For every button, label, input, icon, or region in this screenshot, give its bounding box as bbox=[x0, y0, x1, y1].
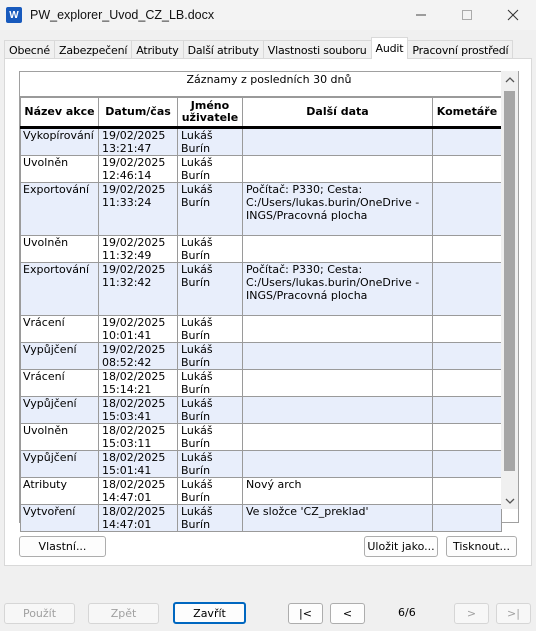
vertical-scrollbar[interactable] bbox=[501, 71, 518, 509]
cell-action: Uvolněn bbox=[21, 156, 99, 183]
cell-datetime: 19/02/2025 11:32:49 bbox=[99, 236, 178, 263]
first-page-button[interactable]: |< bbox=[288, 603, 323, 624]
cell-data bbox=[243, 451, 433, 478]
maximize-button[interactable] bbox=[444, 0, 490, 30]
table-row[interactable] bbox=[21, 478, 502, 505]
cell-comment bbox=[433, 343, 502, 370]
cell-data bbox=[243, 236, 433, 263]
chevron-down-icon bbox=[505, 498, 515, 504]
cell-action: Vykopírování bbox=[21, 128, 99, 156]
table-row[interactable] bbox=[21, 397, 502, 424]
table-row[interactable] bbox=[21, 370, 502, 397]
cell-action: Atributy bbox=[21, 478, 99, 505]
tab-dalsi-atributy[interactable]: Další atributy bbox=[183, 40, 264, 59]
close-icon bbox=[508, 10, 518, 20]
cell-datetime: 18/02/2025 14:47:01 bbox=[99, 505, 178, 532]
cell-datetime: 18/02/2025 15:03:41 bbox=[99, 397, 178, 424]
cell-user: Lukáš Burín bbox=[178, 316, 243, 343]
cell-comment bbox=[433, 128, 502, 156]
cell-action: Vypůjčení bbox=[21, 343, 99, 370]
grid-caption: Záznamy z posledních 30 dnů bbox=[20, 72, 518, 97]
column-header-user[interactable]: Jméno uživatele bbox=[178, 98, 243, 128]
cell-user: Lukáš Burín bbox=[178, 343, 243, 370]
window-title: PW_explorer_Uvod_CZ_LB.docx bbox=[30, 8, 215, 22]
column-header-comment[interactable]: Kometáře bbox=[433, 98, 502, 128]
cell-comment bbox=[433, 236, 502, 263]
cell-datetime: 18/02/2025 14:47:01 bbox=[99, 478, 178, 505]
audit-table bbox=[20, 97, 502, 532]
cell-user: Lukáš Burín bbox=[178, 397, 243, 424]
cell-comment bbox=[433, 478, 502, 505]
cell-action: Exportování bbox=[21, 183, 99, 236]
close-window-button[interactable] bbox=[490, 0, 536, 30]
cell-data bbox=[243, 397, 433, 424]
tab-zabezpeceni[interactable]: Zabezpečení bbox=[54, 40, 132, 59]
maximize-icon bbox=[462, 10, 472, 20]
last-page-button[interactable]: >| bbox=[496, 603, 531, 624]
cell-action: Vrácení bbox=[21, 370, 99, 397]
table-row[interactable] bbox=[21, 156, 502, 183]
cell-user: Lukáš Burín bbox=[178, 505, 243, 532]
cell-comment bbox=[433, 451, 502, 478]
cell-action: Vypůjčení bbox=[21, 451, 99, 478]
cell-datetime: 19/02/2025 10:01:41 bbox=[99, 316, 178, 343]
cell-datetime: 18/02/2025 15:03:11 bbox=[99, 424, 178, 451]
cell-action: Uvolněn bbox=[21, 424, 99, 451]
cell-comment bbox=[433, 424, 502, 451]
cell-action: Exportování bbox=[21, 263, 99, 316]
tab-audit[interactable]: Audit bbox=[371, 37, 409, 59]
cell-user: Lukáš Burín bbox=[178, 236, 243, 263]
cell-data bbox=[243, 370, 433, 397]
cell-user: Lukáš Burín bbox=[178, 424, 243, 451]
cell-data: Počítač: P330; Cesta: C:/Users/lukas.burin/OneDrive - INGS/Pracovná plocha bbox=[243, 183, 433, 236]
page-indicator: 6/6 bbox=[398, 606, 416, 619]
cell-data bbox=[243, 128, 433, 156]
cell-data bbox=[243, 316, 433, 343]
table-row[interactable] bbox=[21, 128, 502, 156]
cell-comment bbox=[433, 263, 502, 316]
cell-datetime: 19/02/2025 13:21:47 bbox=[99, 128, 178, 156]
cell-action: Vypůjčení bbox=[21, 397, 99, 424]
tab-atributy[interactable]: Atributy bbox=[131, 40, 183, 59]
cell-user: Lukáš Burín bbox=[178, 156, 243, 183]
cell-user: Lukáš Burín bbox=[178, 263, 243, 316]
back-button[interactable]: Zpět bbox=[88, 603, 159, 624]
cell-datetime: 18/02/2025 15:14:21 bbox=[99, 370, 178, 397]
cell-datetime: 18/02/2025 15:01:41 bbox=[99, 451, 178, 478]
cell-user: Lukáš Burín bbox=[178, 128, 243, 156]
cell-user: Lukáš Burín bbox=[178, 370, 243, 397]
scroll-down-button[interactable] bbox=[501, 492, 518, 509]
cell-action: Vrácení bbox=[21, 316, 99, 343]
cell-datetime: 19/02/2025 11:33:24 bbox=[99, 183, 178, 236]
tab-obecne[interactable]: Obecné bbox=[4, 40, 55, 59]
column-header-datetime[interactable]: Datum/čas bbox=[99, 98, 178, 128]
scroll-thumb[interactable] bbox=[504, 91, 515, 471]
cell-user: Lukáš Burín bbox=[178, 478, 243, 505]
cell-user: Lukáš Burín bbox=[178, 451, 243, 478]
title-bar bbox=[0, 0, 536, 30]
cell-datetime: 19/02/2025 11:32:42 bbox=[99, 263, 178, 316]
chevron-up-icon bbox=[505, 77, 515, 83]
cell-comment bbox=[433, 397, 502, 424]
custom-button[interactable]: Vlastní... bbox=[19, 536, 106, 557]
cell-data: Nový arch bbox=[243, 478, 433, 505]
minimize-icon bbox=[416, 10, 426, 20]
table-row[interactable] bbox=[21, 263, 502, 316]
cell-comment bbox=[433, 156, 502, 183]
cell-datetime: 19/02/2025 12:46:14 bbox=[99, 156, 178, 183]
cell-data: Počítač: P330; Cesta: C:/Users/lukas.burin/OneDrive - INGS/Pracovná plocha bbox=[243, 263, 433, 316]
cell-comment bbox=[433, 370, 502, 397]
column-header-action[interactable]: Název akce bbox=[21, 98, 99, 128]
save-as-button[interactable]: Uložit jako... bbox=[364, 536, 438, 557]
table-row[interactable] bbox=[21, 343, 502, 370]
cell-datetime: 19/02/2025 08:52:42 bbox=[99, 343, 178, 370]
apply-button[interactable]: Použít bbox=[4, 603, 75, 624]
cell-data bbox=[243, 343, 433, 370]
cell-data bbox=[243, 424, 433, 451]
cell-comment bbox=[433, 505, 502, 532]
cell-action: Uvolněn bbox=[21, 236, 99, 263]
table-row[interactable] bbox=[21, 183, 502, 236]
column-header-data[interactable]: Další data bbox=[243, 98, 433, 128]
close-button[interactable]: Zavřít bbox=[173, 602, 246, 624]
audit-panel bbox=[4, 58, 532, 566]
cell-user: Lukáš Burín bbox=[178, 183, 243, 236]
audit-grid[interactable] bbox=[19, 71, 519, 531]
print-button[interactable]: Tisknout... bbox=[446, 536, 517, 557]
table-row[interactable] bbox=[21, 424, 502, 451]
scroll-up-button[interactable] bbox=[501, 71, 518, 88]
table-row[interactable] bbox=[21, 451, 502, 478]
tab-strip bbox=[4, 38, 512, 59]
word-doc-icon: W bbox=[6, 7, 22, 23]
minimize-button[interactable] bbox=[398, 0, 444, 30]
cell-comment bbox=[433, 316, 502, 343]
prev-page-button[interactable]: < bbox=[330, 603, 365, 624]
next-page-button[interactable]: > bbox=[454, 603, 489, 624]
cell-data bbox=[243, 156, 433, 183]
cell-data: Ve složce 'CZ_preklad' bbox=[243, 505, 433, 532]
table-row[interactable] bbox=[21, 505, 502, 532]
table-row[interactable] bbox=[21, 316, 502, 343]
cell-comment bbox=[433, 183, 502, 236]
cell-action: Vytvoření bbox=[21, 505, 99, 532]
table-row[interactable] bbox=[21, 236, 502, 263]
tab-vlastnosti-souboru[interactable]: Vlastnosti souboru bbox=[263, 40, 372, 59]
tab-pracovni-prostredi[interactable]: Pracovní prostředí bbox=[407, 40, 513, 59]
